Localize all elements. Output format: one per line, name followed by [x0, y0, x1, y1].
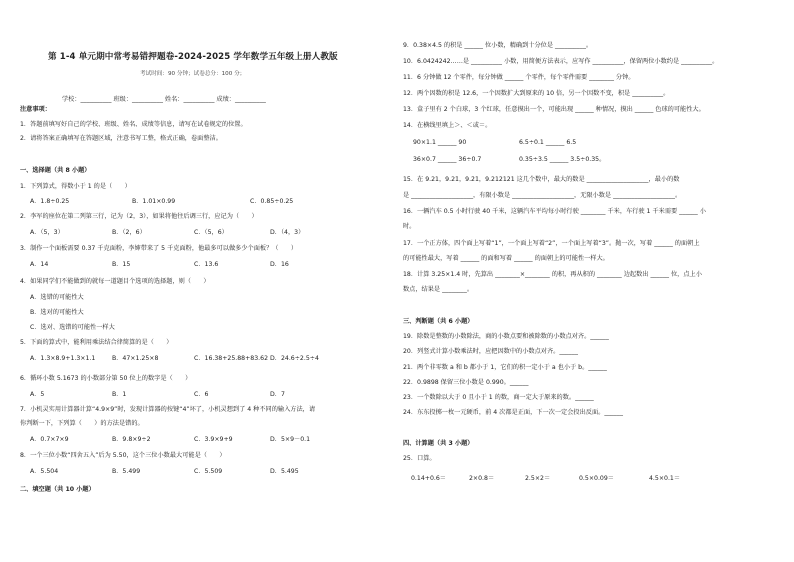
question-cont: 时。	[403, 223, 416, 230]
question: 18．计算 3.25×1.4 时，先算出 ________×________ 的积，再从积的 ________ 边起数出 ______ 位，点上小	[403, 271, 702, 278]
judge-item: 22．0.9898 保留三位小数是 0.990。______	[403, 379, 529, 386]
question: 10．6.0424242……是 __________ 小数，用简便方法表示，应写作 __________，保留两位小数约是 __________。	[403, 58, 719, 65]
compare-item: 6.5÷0.1 ______ 6.5	[519, 139, 577, 146]
compare-item: 90×1.1 ______ 90	[413, 139, 467, 146]
notice-heading: 注意事项：	[20, 106, 51, 113]
option: D．16	[270, 261, 289, 268]
question-stem: 5．下面的算式中，能利用乘法结合律简算的是（ ）	[20, 339, 173, 346]
question-stem: 7．小机灵实用计算器计算“4.9×9”时，发现计算器的按键“4”坏了，小机灵想到了 4 种不同的输入方法，请	[20, 406, 316, 413]
option: B．5.499	[112, 468, 141, 475]
exam-info: 考试时间：90 分钟；试卷总分：100 分；	[140, 71, 246, 77]
option: A．1.8÷0.25	[30, 198, 70, 205]
option: C．3.9×9+9	[194, 436, 233, 443]
option: D．7	[270, 391, 285, 398]
option: C．0.85÷0.25	[250, 198, 294, 205]
option: A．0.7×7×9	[30, 436, 69, 443]
oral-item: 0.14+0.6＝	[411, 475, 446, 482]
oral-item: 2.5×2＝	[525, 475, 551, 482]
option: D．5×9－0.1	[270, 436, 311, 443]
option: C．选对、选错的可能性一样大	[30, 324, 115, 331]
section-heading: 二、填空题（共 10 小题）	[20, 486, 95, 493]
question-stem: 6．循环小数 5.1673̇ 的小数部分第 50 位上的数字是（ ）	[20, 375, 192, 382]
option: B．15	[112, 261, 131, 268]
question-stem: 4．如果同学们不能做到的就每一道题目个选项的选择题，则（ ）	[20, 278, 210, 285]
option: C．（5，6）	[194, 229, 228, 236]
question-cont: 的可能性最大，写着 ______ 的面和写着 ______ 的面朝上的可能性一样大。	[403, 255, 609, 262]
option: B．1	[112, 391, 127, 398]
notice-item: 2．请将答案正确填写在答题区域，注意书写工整，格式正确，卷面整洁。	[20, 135, 222, 142]
right-page	[397, 0, 794, 562]
compare-item: 0.35÷3.5 ______ 3.5÷0.35。	[519, 156, 606, 163]
option: B．47×1.25×8	[112, 355, 159, 362]
option: D．（4，3）	[270, 229, 305, 236]
option: A．（5，3）	[30, 229, 64, 236]
student-fields: 学校：__________ 班级：__________ 姓名：__________ 成绩：__________	[62, 96, 266, 103]
question-stem: 1．下列算式，得数小于 1 的是（ ）	[20, 183, 131, 190]
judge-item: 19．除数是整数的小数除法，商的小数点要和被除数的小数点对齐。______	[403, 333, 609, 340]
option: A．5.504	[30, 468, 59, 475]
question-stem: 3．制作一个面板需要 0.37 千克面粉，李婶带来了 5 千克面粉，他最多可以做多少个面板？（ ）	[20, 245, 298, 252]
question: 25．口算。	[403, 455, 436, 462]
question-cont: 是 ____________________，有限小数是 ____________________，无限小数是 ____________________。	[403, 192, 682, 199]
exam-title: 第 1-4 单元期中常考易错押题卷-2024-2025 学年数学五年级上册人教版	[48, 52, 338, 62]
oral-item: 2×0.8＝	[469, 475, 495, 482]
compare-item: 36×0.7 ______ 36÷0.7	[413, 156, 482, 163]
option: A．5	[30, 391, 45, 398]
option: A．1.3×8.9+1.3×1.1	[30, 355, 96, 362]
question: 12．两个因数的积是 12.6，一个因数扩大到原来的 10 倍，另一个因数不变，积是 __________。	[403, 90, 670, 97]
option: D．5.495	[270, 468, 299, 475]
option: B．（2，6）	[112, 229, 146, 236]
judge-item: 20．列竖式计算小数乘法时，应把因数中的小数点对齐。______	[403, 348, 578, 355]
option: B．9.8×9÷2	[112, 436, 151, 443]
question-stem-cont: 你判断一下，下列算（ ）的方法是错的。	[20, 420, 144, 427]
question-cont: 数点，结果是 ________。	[403, 286, 474, 293]
section-heading: 一、选择题（共 8 小题）	[20, 167, 91, 174]
section-heading: 四、计算题（共 3 小题）	[403, 440, 474, 447]
option: C．13.6	[194, 261, 219, 268]
option: C．6	[194, 391, 209, 398]
question: 13．盒子里有 2 个白球，3 个红球，任意摸出一个，可能出现 ______ 种情况，摸出 ______ 色球的可能性大。	[403, 106, 705, 113]
question: 17．一个正方体，四个面上写着“1”，一个面上写着“2”，一个面上写着“3”。抛一次，写着 ______ 的面朝上	[403, 240, 700, 247]
option: B．1.01×0.99	[132, 198, 176, 205]
notice-item: 1．答题前填写好自己的学校、班级、姓名、成绩等信息，请写在试卷规定的位置。	[20, 121, 247, 128]
option: D．24.6÷2.5÷4	[270, 355, 319, 362]
judge-item: 24．东东投掷一枚一元硬币，前 4 次都是正面，下一次一定会投出反面。______	[403, 409, 623, 416]
option: B．选对的可能性大	[30, 309, 84, 316]
oral-item: 4.5×0.1＝	[649, 475, 681, 482]
question: 11．6 分钟做 12 个零件，每分钟做 ______ 个零件，每个零件需要 ________ 分钟。	[403, 74, 635, 81]
option: A．选错的可能性大	[30, 294, 84, 301]
question: 14．在横线里填上＞、＜或＝。	[403, 122, 492, 129]
oral-item: 0.5×0.09＝	[579, 475, 614, 482]
question-stem: 8．一个三位小数“四舍五入”后为 5.50，这个三位小数最大可能是（ ）	[20, 452, 226, 459]
judge-item: 21．两个非零数 a 和 b 都小于 1，它们的积一定小于 a 也小于 b。______	[403, 364, 607, 371]
question: 15．在 9.21，9.21̇，9.2̇1̇，9.212121 这几个数中，最大的数是 ____________________，最小的数	[403, 176, 680, 183]
question-stem: 2．李军的座位在第二列第三行，记为（2，3），如果将他往后调三行，应记为（ ）	[20, 213, 258, 220]
option: A．14	[30, 261, 49, 268]
section-heading: 三、判断题（共 6 小题）	[403, 318, 474, 325]
option: C．5.509	[194, 468, 223, 475]
question: 9．0.38×4.5 的积是 ______ 位小数，精确到十分位是 __________。	[403, 42, 593, 49]
question: 16．一辆汽车 0.5 小时行驶 40 千米，这辆汽车平均每小时行驶 ________ 千米，车行驶 1 千米需要 ______ 小	[403, 208, 706, 215]
option: C．16.38+25.88+83.62	[194, 355, 269, 362]
judge-item: 23．一个数除以大于 0 且小于 1 的数，商一定大于原来的数。______	[403, 394, 594, 401]
